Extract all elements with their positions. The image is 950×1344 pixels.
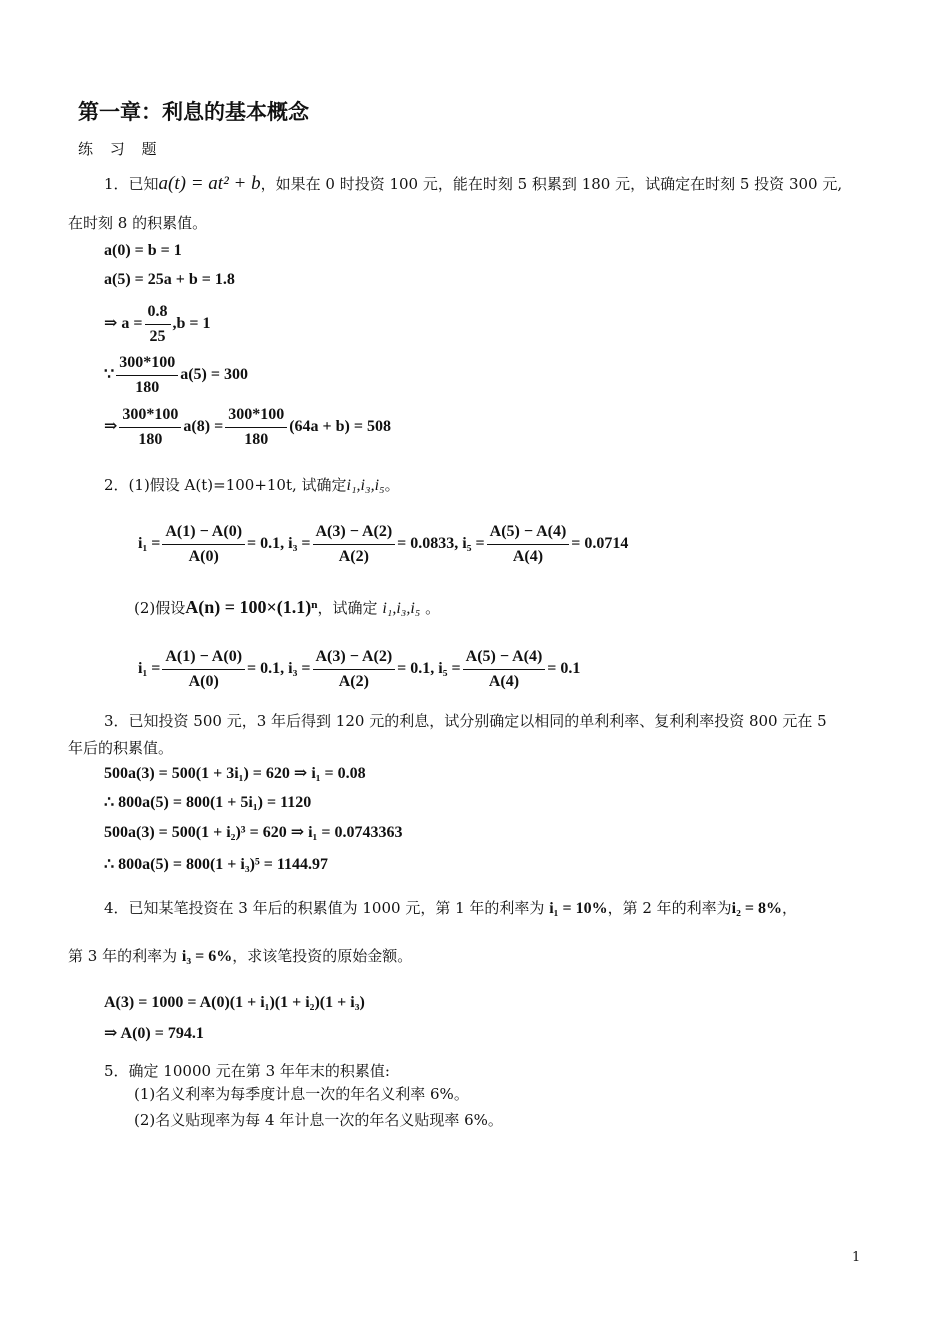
eqA-fraction-1 — [162, 520, 245, 569]
problem-4-text-e: ，求该笔投资的原始金额。 — [232, 947, 413, 965]
problem-1-text: ，如果在 0 时投资 100 元，能在时刻 5 积累到 180 元，试确定在时刻 5 投资 300 元, — [260, 175, 843, 193]
problem-1-lead: 1．已知 — [104, 175, 159, 193]
problem-4-line-2 — [68, 945, 412, 966]
problem-4-text-c: ， — [782, 899, 798, 917]
eq3-fraction — [145, 300, 171, 349]
chapter-title: 第一章：利息的基本概念 — [78, 99, 309, 124]
problem-1-eq-1: a(0) = b = 1 — [104, 242, 182, 259]
eqA-denominator-2: A(2) — [338, 548, 369, 565]
problem-2-line-1 — [104, 474, 400, 495]
problem-1-line-1 — [104, 173, 842, 195]
eqB-denominator-1: A(0) — [188, 673, 219, 690]
eq5-fraction-2 — [225, 403, 287, 452]
eq5-middle: a(8) = — [183, 418, 224, 436]
problem-3-eq-2: ∴ 800a(5) = 800(1 + 5i₁) = 1120 — [104, 794, 312, 811]
problem-4-rate-3: i₃ = 6% — [181, 948, 233, 965]
eq3-denominator: 25 — [149, 328, 166, 345]
eq5-prefix: ⇒ — [104, 418, 118, 436]
problem-1-line-2: 在时刻 8 的积累值。 — [68, 214, 208, 232]
problem-2b-lead: (2)假设 — [134, 599, 186, 617]
eqB-numerator-3: A(5) − A(4) — [463, 645, 546, 670]
problem-1-eq-4 — [104, 351, 248, 400]
problem-2b-end: 。 — [425, 599, 441, 617]
eq5-denominator-2: 180 — [244, 431, 269, 448]
eqB-middle-2: = 0.1, i₅ = — [397, 660, 461, 678]
problem-2-line-2 — [134, 597, 440, 618]
problem-1-eq-3 — [104, 300, 211, 349]
problem-3-line-2: 年后的积累值。 — [68, 739, 174, 757]
problem-2b-text: ，试确定 — [317, 599, 378, 617]
problem-4-eq-2: ⇒ A(0) = 794.1 — [104, 1025, 204, 1042]
eq5-suffix: (64a + b) = 508 — [289, 418, 391, 436]
eqB-denominator-3: A(4) — [488, 673, 520, 690]
problem-1-eq-2: a(5) = 25a + b = 1.8 — [104, 271, 235, 288]
eqB-middle-1: = 0.1, i₃ = — [247, 660, 311, 678]
problem-3-eq-1: 500a(3) = 500(1 + 3i₁) = 620 ⇒ i₁ = 0.08 — [104, 765, 366, 782]
page-number: 1 — [852, 1250, 861, 1265]
eqA-fraction-2 — [313, 520, 396, 569]
eq5-denominator-1: 180 — [138, 431, 163, 448]
problem-5-line-1: 5．确定 10000 元在第 3 年年末的积累值: — [104, 1062, 390, 1080]
eq4-denominator: 180 — [135, 379, 160, 396]
problem-5-line-2: (1)名义利率为每季度计息一次的年名义利率 6%。 — [134, 1085, 469, 1103]
eq5-numerator-2: 300*100 — [225, 403, 287, 428]
eqA-prefix: i₁ = — [138, 535, 161, 553]
problem-4-rate-2: i₂ = 8% — [731, 900, 783, 917]
problem-2-end: 。 — [384, 476, 400, 494]
eqA-denominator-1: A(0) — [188, 548, 219, 565]
eqB-fraction-1 — [162, 645, 245, 694]
eqB-fraction-3 — [463, 645, 546, 694]
exercise-heading: 练 习 题 — [78, 140, 163, 158]
problem-4-text-d: 第 3 年的利率为 — [68, 947, 178, 965]
eqA-suffix: = 0.0714 — [571, 535, 629, 553]
eq4-prefix: ∵ — [104, 366, 115, 384]
eqB-suffix: = 0.1 — [547, 660, 581, 678]
problem-1-formula: a(t) = at² + b — [158, 173, 261, 194]
eqB-denominator-2: A(2) — [338, 673, 369, 690]
eq4-fraction — [116, 351, 178, 400]
problem-1-eq-5 — [104, 403, 391, 452]
eqA-numerator-2: A(3) − A(2) — [313, 520, 396, 545]
eq4-suffix: a(5) = 300 — [180, 366, 248, 384]
eq5-numerator-1: 300*100 — [119, 403, 181, 428]
eqB-numerator-1: A(1) − A(0) — [162, 645, 245, 670]
problem-4-rate-1: i₁ = 10% — [549, 900, 608, 917]
eqA-middle-2: = 0.0833, i₅ = — [397, 535, 485, 553]
eqA-numerator-3: A(5) − A(4) — [487, 520, 570, 545]
problem-4-text-a: 4．已知某笔投资在 3 年后的积累值为 1000 元，第 1 年的利率为 — [104, 899, 545, 917]
eq3-numerator: 0.8 — [145, 300, 171, 325]
eq4-numerator: 300*100 — [116, 351, 178, 376]
problem-2-eq-b — [138, 645, 580, 694]
problem-2-eq-a — [138, 520, 628, 569]
problem-4-line-1 — [104, 897, 797, 918]
eqA-denominator-3: A(4) — [512, 548, 544, 565]
eqA-fraction-3 — [487, 520, 570, 569]
problem-3-eq-4: ∴ 800a(5) = 800(1 + i₃)⁵ = 1144.97 — [104, 856, 328, 873]
eq5-fraction-1 — [119, 403, 181, 452]
eqB-prefix: i₁ = — [138, 660, 161, 678]
problem-4-text-b: ，第 2 年的利率为 — [607, 899, 732, 917]
eqB-numerator-2: A(3) − A(2) — [313, 645, 396, 670]
problem-3-eq-3: 500a(3) = 500(1 + i₂)³ = 620 ⇒ i₁ = 0.0743363 — [104, 824, 403, 841]
problem-4-eq-1: A(3) = 1000 = A(0)(1 + i₁)(1 + i₂)(1 + i₃) — [104, 994, 365, 1011]
eq3-prefix: ⇒ a = — [104, 315, 143, 333]
eqA-middle-1: = 0.1, i₃ = — [247, 535, 311, 553]
eq3-suffix: ,b = 1 — [172, 315, 211, 333]
problem-2b-formula: A(n) = 100×(1.1)ⁿ — [185, 597, 318, 617]
problem-2-lead: 2．(1)假设 A(t)=100+10t, 试确定 — [104, 476, 347, 494]
eqA-numerator-1: A(1) − A(0) — [162, 520, 245, 545]
problem-5-line-3: (2)名义贴现率为每 4 年计息一次的年名义贴现率 6%。 — [134, 1111, 503, 1129]
problem-2b-vars: i₁,i₃,i₅ — [382, 600, 421, 617]
problem-2-vars: i₁,i₃,i₅ — [346, 477, 385, 494]
problem-3-line-1: 3．已知投资 500 元，3 年后得到 120 元的利息，试分别确定以相同的单利利率、复利利率投资 800 元在 5 — [104, 712, 827, 730]
eqB-fraction-2 — [313, 645, 396, 694]
